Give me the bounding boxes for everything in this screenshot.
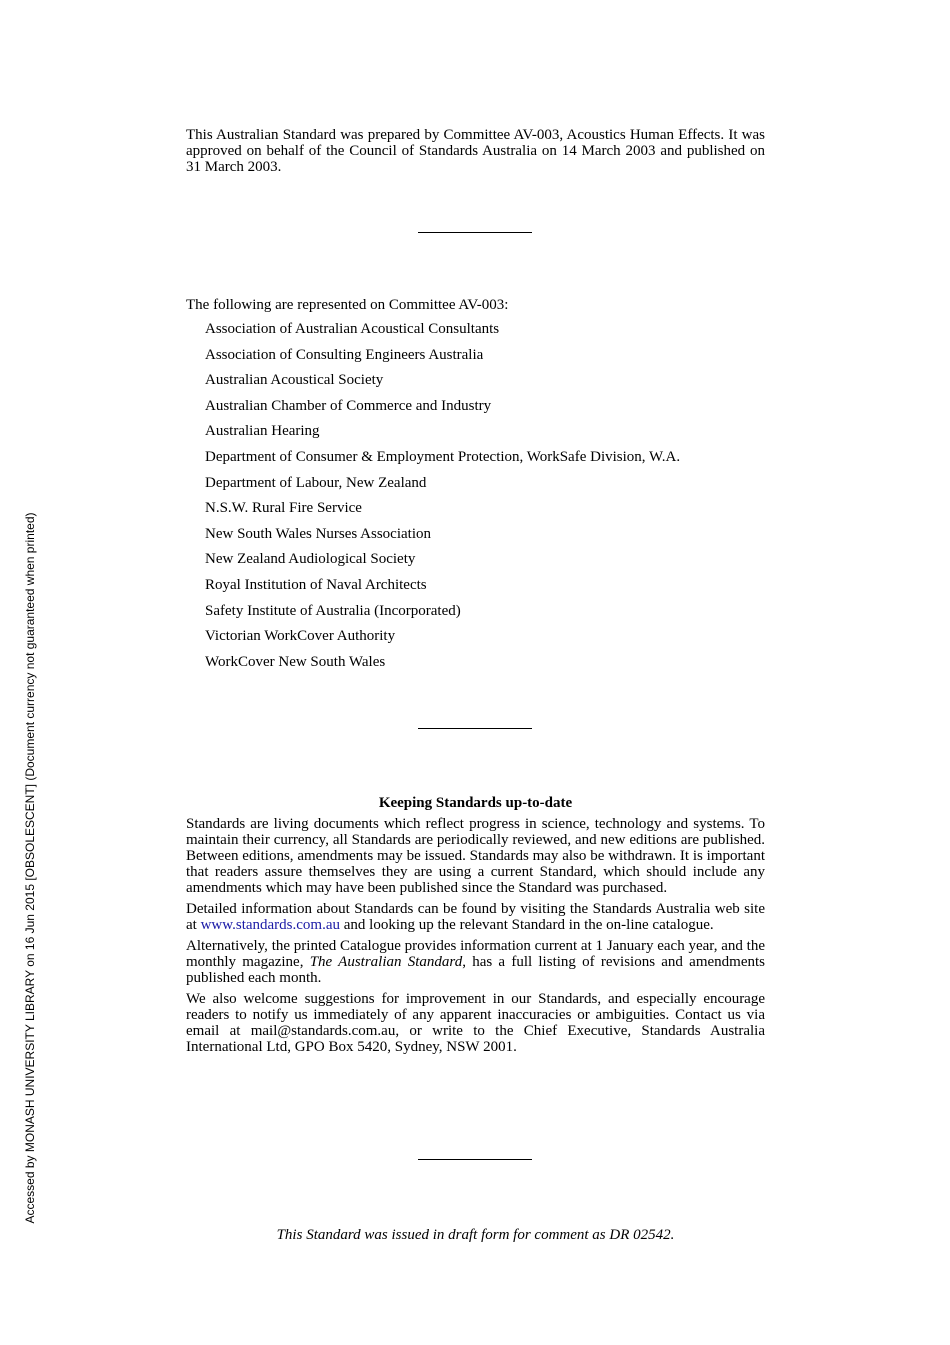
standards-website-link[interactable]: www.standards.com.au <box>200 917 340 933</box>
committee-member: Association of Consulting Engineers Australia <box>205 346 484 363</box>
committee-member: New South Wales Nurses Association <box>205 525 431 542</box>
committee-member: N.S.W. Rural Fire Service <box>205 500 362 517</box>
committee-member: New Zealand Audiological Society <box>205 551 416 568</box>
committee-member: Victorian WorkCover Authority <box>205 628 396 645</box>
committee-member: Royal Institution of Naval Architects <box>205 576 427 593</box>
magazine-title: The Australian Standard <box>309 954 463 970</box>
section-divider <box>418 232 532 233</box>
committee-member: WorkCover New South Wales <box>205 653 386 670</box>
committee-member: Safety Institute of Australia (Incorporated) <box>205 602 461 619</box>
keeping-standards-body <box>186 816 765 1060</box>
keeping-paragraph-2 <box>186 901 765 933</box>
keeping-standards-title: Keeping Standards up-to-date <box>378 795 573 811</box>
committee-member: Association of Australian Acoustical Consultants <box>205 321 500 337</box>
keeping-paragraph-4: We also welcome suggestions for improvement in our Standards, and especially encourage readers to notify us immediately of any apparent inaccuracies or ambiguities. Contact us via email at mail@standards.com.au, or write to the Chief Executive, Standards Australia International Ltd, GPO Box 5420, Sydney, NSW 2001. <box>186 991 765 1055</box>
committee-member: Department of Consumer & Employment Protection, WorkSafe Division, W.A. <box>205 448 681 465</box>
draft-footer-note: This Standard was issued in draft form for comment as DR 02542. <box>276 1227 675 1243</box>
keeping-paragraph-3-text-end: , has a full listing of revisions and amendments published each month. <box>186 954 765 986</box>
section-divider <box>418 1159 532 1160</box>
committee-member: Australian Acoustical Society <box>205 372 384 389</box>
committee-member-list <box>205 320 680 678</box>
committee-heading: The following are represented on Committee AV-003: <box>186 297 509 313</box>
committee-member: Australian Hearing <box>205 423 320 440</box>
section-divider <box>418 728 532 729</box>
keeping-paragraph-3-text: Alternatively, the printed Catalogue provides information current at 1 January each year, and the monthly magazine, <box>186 938 765 970</box>
committee-member: Australian Chamber of Commerce and Industry <box>205 397 492 414</box>
intro-paragraph: This Australian Standard was prepared by Committee AV-003, Acoustics Human Effects. It was approved on behalf of the Council of Standards Australia on 14 March 2003 and published on 31 March 2003. <box>186 127 765 175</box>
keeping-paragraph-1: Standards are living documents which reflect progress in science, technology and systems. To maintain their currency, all Standards are periodically reviewed, and new editions are published. Between editions, amendments may be issued. Standards may also be withdrawn. It is important that readers assure themselves they are using a current Standard, which should include any amendments which may have been published since the Standard was purchased. <box>186 816 765 896</box>
keeping-paragraph-2-text-end: and looking up the relevant Standard in the on-line catalogue. <box>340 917 714 933</box>
keeping-paragraph-2-text: Detailed information about Standards can be found by visiting the Standards Australia web site at <box>186 901 765 933</box>
committee-member: Department of Labour, New Zealand <box>205 474 427 491</box>
keeping-paragraph-3 <box>186 938 765 986</box>
access-watermark: Accessed by MONASH UNIVERSITY LIBRARY on 16 Jun 2015 [OBSOLESCENT] (Document currency not guaranteed when printed) <box>23 512 37 1224</box>
